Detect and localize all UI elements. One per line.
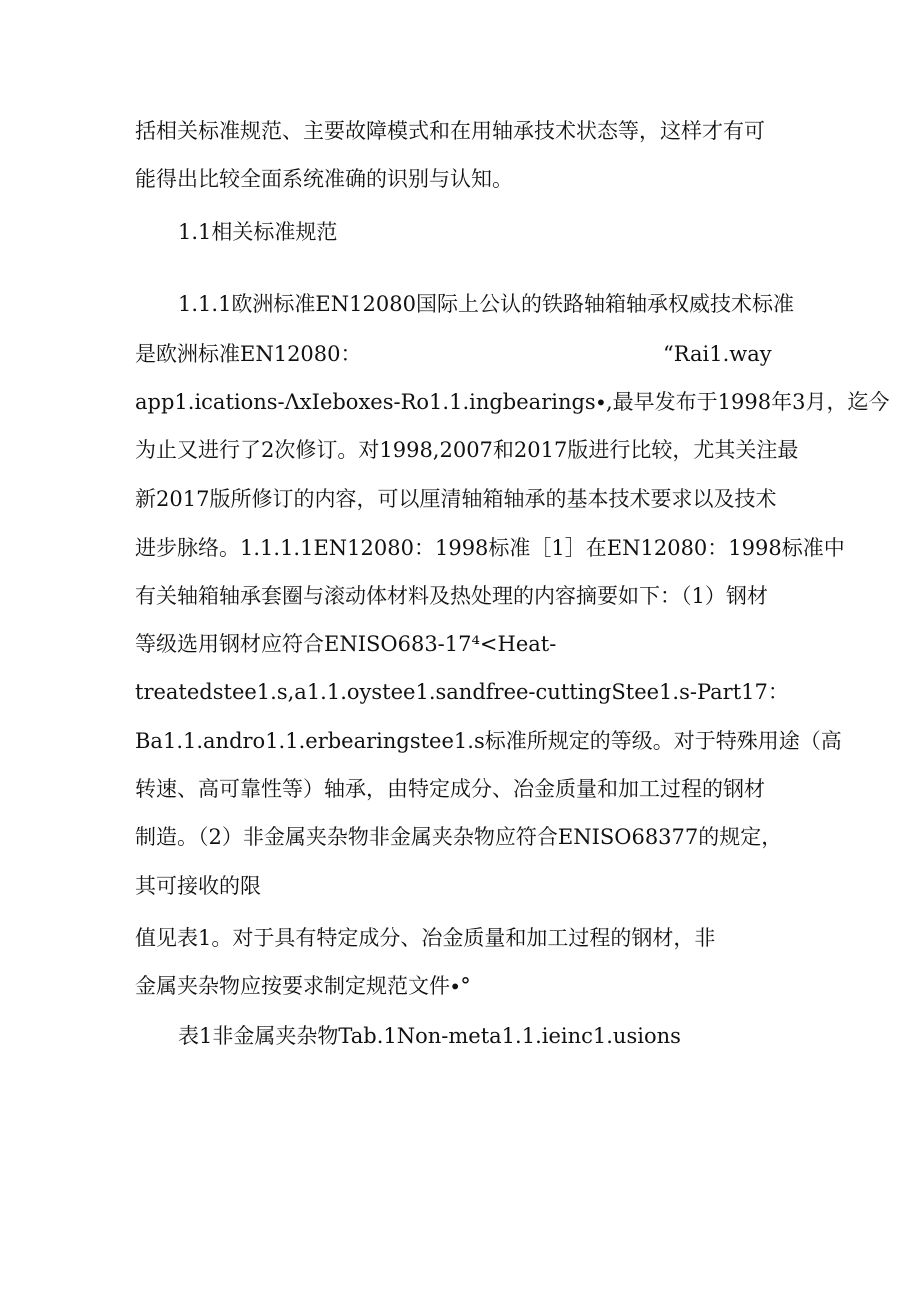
paragraph-line: app1.ications-ΛxIeboxes-Ro1.1.ingbearings∙,最早发布于1998年3月，迄今 xyxy=(135,390,890,414)
paragraph-line: 值见表1。对于具有特定成分、冶金质量和加工过程的钢材，非 xyxy=(135,926,716,950)
paragraph-line: 其可接收的限 xyxy=(135,874,261,898)
section-heading: 1.1相关标准规范 xyxy=(178,220,338,244)
paragraph-line-quote: “Rai1.way xyxy=(663,342,772,366)
paragraph-line: 是欧洲标准EN12080： xyxy=(135,342,362,366)
paragraph-line: treatedstee1.s,a1.1.oystee1.sandfree-cuttingStee1.s-Part17： xyxy=(135,680,789,704)
paragraph-line: 为止又进行了2次修订。对1998,2007和2017版进行比较，尤其关注最 xyxy=(135,438,799,462)
paragraph-line: 有关轴箱轴承套圈与滚动体材料及热处理的内容摘要如下：（1）钢材 xyxy=(135,584,768,608)
subsection-heading-line: 1.1.1欧洲标准EN12080国际上公认的铁路轴箱轴承权威技术标准 xyxy=(178,292,794,316)
paragraph-line: 进步脉络。1.1.1.1EN12080：1998标准［1］在EN12080：1998标准中 xyxy=(135,536,845,560)
paragraph-line: Ba1.1.andro1.1.erbearingstee1.s标准所规定的等级。对于特殊用途（高 xyxy=(135,729,842,753)
paragraph-line: 金属夹杂物应按要求制定规范文件∙° xyxy=(135,974,471,998)
paragraph-line: 等级选用钢材应符合ENISO683-17⁴<Heat- xyxy=(135,632,557,656)
table-caption: 表1非金属夹杂物Tab.1Non-meta1.1.ieinc1.usions xyxy=(178,1024,681,1048)
paragraph-line: 转速、高可靠性等）轴承，由特定成分、冶金质量和加工过程的钢材 xyxy=(135,777,765,801)
paragraph-line: 括相关标准规范、主要故障模式和在用轴承技术状态等，这样才有可 xyxy=(135,119,765,143)
paragraph-line: 制造。（2）非金属夹杂物非金属夹杂物应符合ENISO68377的规定， xyxy=(135,825,783,849)
paragraph-line: 能得出比较全面系统准确的识别与认知。 xyxy=(135,167,513,191)
paragraph-line: 新2017版所修订的内容，可以厘清轴箱轴承的基本技术要求以及技术 xyxy=(135,487,777,511)
